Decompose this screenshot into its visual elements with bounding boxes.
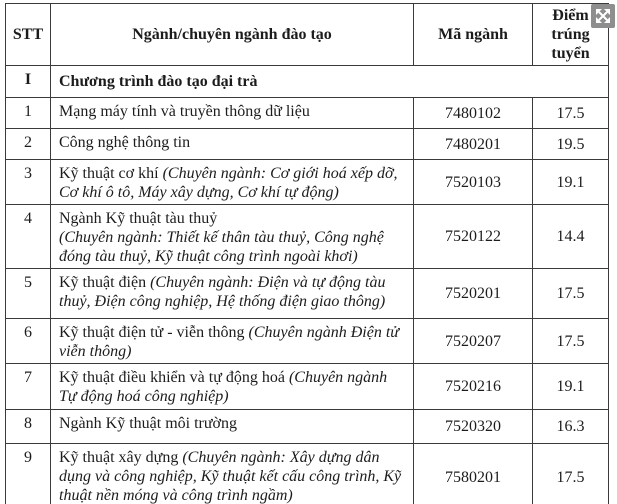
name-specializations: (Chuyên ngành: Cơ giới hoá xếp dỡ, Cơ khí ô tô, Máy xây dựng, Cơ khí tự động) bbox=[59, 165, 398, 201]
table-row bbox=[6, 205, 609, 269]
code-cell: 7520216 bbox=[414, 364, 533, 410]
name-specializations: (Chuyên ngành Tự động hoá công nghiệp) bbox=[59, 369, 388, 405]
section-row bbox=[6, 66, 609, 98]
code-cell: 7580201 bbox=[414, 444, 533, 504]
table-row bbox=[6, 444, 609, 504]
score-cell: 14.4 bbox=[533, 205, 609, 269]
table-row bbox=[6, 98, 609, 129]
name-cell bbox=[51, 129, 414, 160]
name-cell bbox=[51, 160, 414, 205]
name-specializations: (Chuyên ngành: Xây dựng dân dụng và công nghiệp, Kỹ thuật kết cấu công trình, Kỹ thuật nền móng và công trình ngầm) bbox=[59, 449, 402, 504]
score-cell: 19.1 bbox=[533, 160, 609, 205]
score-cell: 19.5 bbox=[533, 129, 609, 160]
score-cell: 17.5 bbox=[533, 269, 609, 319]
col-header-score: Điểm trúng tuyển bbox=[533, 4, 609, 66]
name-main: Công nghệ thông tin bbox=[59, 134, 191, 151]
stt-cell: 6 bbox=[6, 319, 51, 364]
expand-arrows-icon bbox=[594, 7, 612, 25]
stt-cell: 2 bbox=[6, 129, 51, 160]
stt-cell: 1 bbox=[6, 98, 51, 129]
stt-cell: 3 bbox=[6, 160, 51, 205]
name-cell bbox=[51, 410, 414, 444]
table-row bbox=[6, 319, 609, 364]
name-cell bbox=[51, 269, 414, 319]
name-main: Mạng máy tính và truyền thông dữ liệu bbox=[59, 103, 310, 120]
score-cell: 19.1 bbox=[533, 364, 609, 410]
name-specializations: (Chuyên ngành: Thiết kế thân tàu thuỷ, Công nghệ đóng tàu thuỷ, Kỹ thuật công trình ngoài khơi) bbox=[59, 229, 384, 265]
table-row bbox=[6, 269, 609, 319]
code-cell: 7520320 bbox=[414, 410, 533, 444]
name-main: Kỹ thuật cơ khí bbox=[59, 165, 163, 182]
name-specializations: (Chuyên ngành Điện tử viễn thông) bbox=[59, 324, 400, 360]
name-cell bbox=[51, 319, 414, 364]
name-main: Kỹ thuật xây dựng bbox=[59, 449, 183, 466]
section-number: I bbox=[6, 66, 51, 98]
code-cell: 7480102 bbox=[414, 98, 533, 129]
col-header-name: Ngành/chuyên ngành đào tạo bbox=[51, 4, 414, 66]
name-specializations: (Chuyên ngành: Điện và tự động tàu thuỷ, Điện công nghiệp, Hệ thống điện giao thông) bbox=[59, 274, 386, 310]
code-cell: 7520201 bbox=[414, 269, 533, 319]
name-main: Ngành Kỹ thuật môi trường bbox=[59, 415, 237, 432]
stt-cell: 4 bbox=[6, 205, 51, 269]
code-cell: 7520103 bbox=[414, 160, 533, 205]
name-main: Ngành Kỹ thuật tàu thuỷ bbox=[59, 210, 218, 227]
stt-cell: 8 bbox=[6, 410, 51, 444]
score-cell: 17.5 bbox=[533, 319, 609, 364]
section-title: Chương trình đào tạo đại trà bbox=[51, 66, 609, 98]
header-row bbox=[6, 4, 609, 66]
code-cell: 7480201 bbox=[414, 129, 533, 160]
code-cell: 7520122 bbox=[414, 205, 533, 269]
score-cell: 16.3 bbox=[533, 410, 609, 444]
score-cell: 17.5 bbox=[533, 444, 609, 504]
table-row bbox=[6, 364, 609, 410]
stt-cell: 9 bbox=[6, 444, 51, 504]
name-cell bbox=[51, 205, 414, 269]
table-row bbox=[6, 129, 609, 160]
expand-button[interactable] bbox=[591, 4, 615, 28]
name-cell bbox=[51, 444, 414, 504]
name-main: Kỹ thuật điều khiển và tự động hoá bbox=[59, 369, 289, 386]
stt-cell: 5 bbox=[6, 269, 51, 319]
name-cell bbox=[51, 364, 414, 410]
col-header-code: Mã ngành bbox=[414, 4, 533, 66]
name-cell bbox=[51, 98, 414, 129]
code-cell: 7520207 bbox=[414, 319, 533, 364]
score-cell: 17.5 bbox=[533, 98, 609, 129]
name-main: Kỹ thuật điện tử - viễn thông bbox=[59, 324, 249, 341]
stt-cell: 7 bbox=[6, 364, 51, 410]
col-header-stt: STT bbox=[6, 4, 51, 66]
table-row bbox=[6, 160, 609, 205]
name-main: Kỹ thuật điện bbox=[59, 274, 151, 291]
table-row bbox=[6, 410, 609, 444]
admission-scores-table bbox=[5, 3, 609, 504]
